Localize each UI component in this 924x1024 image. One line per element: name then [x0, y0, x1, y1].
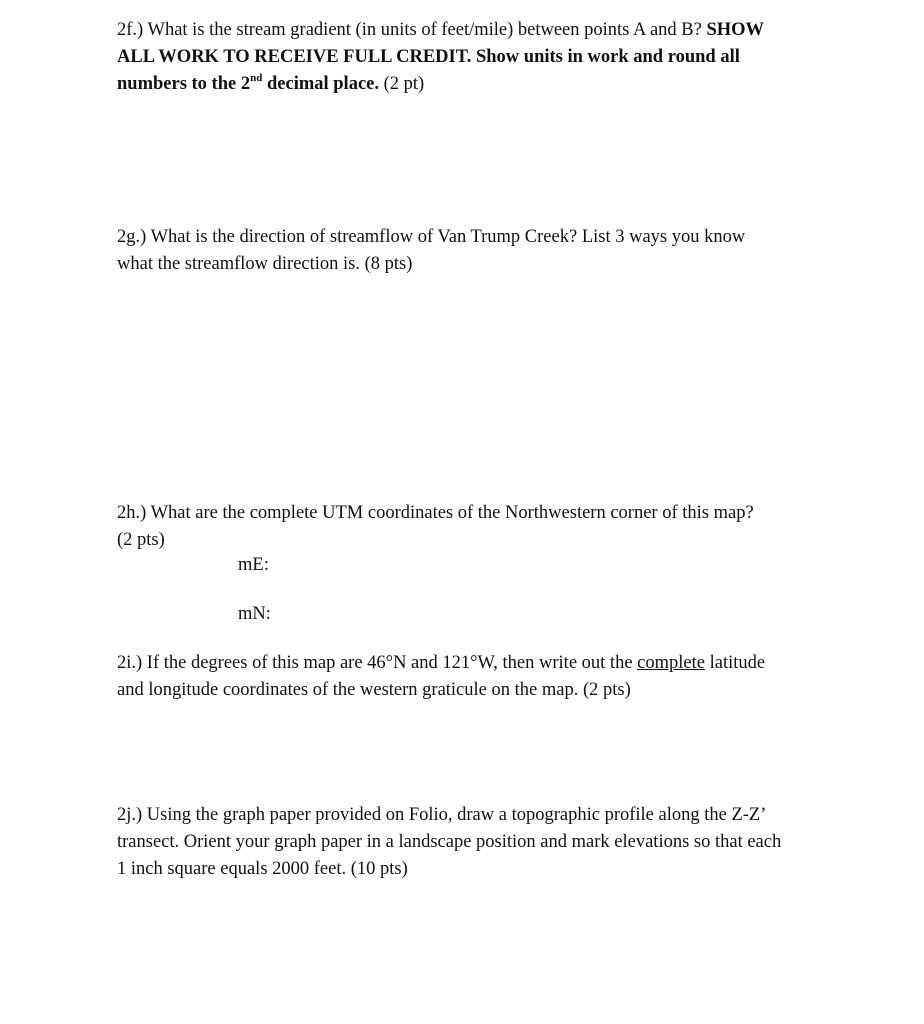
question-2f-line3: numbers to the 2nd decimal place. (2 pt) — [117, 71, 425, 94]
question-2j-line1: 2j.) Using the graph paper provided on Folio, draw a topographic profile along the Z-Z’ — [117, 805, 767, 825]
question-2i-line2: and longitude coordinates of the western graticule on the map. (2 pts) — [117, 680, 631, 700]
question-2i-line1: 2i.) If the degrees of this map are 46°N and 121°W, then write out the complete latitude — [117, 653, 766, 673]
field-label-me: mE: — [238, 555, 269, 575]
question-2g — [117, 224, 857, 278]
question-2f-line1: 2f.) What is the stream gradient (in units of feet/mile) between points A and B? SHOW — [117, 20, 765, 40]
ordinal-superscript: nd — [250, 71, 263, 84]
field-label-mn: mN: — [238, 604, 271, 624]
question-2f-bold-instruction: SHOW — [706, 20, 765, 40]
question-2f-points: (2 pt) — [379, 74, 425, 94]
question-2g-line2: what the streamflow direction is. (8 pts) — [117, 254, 413, 274]
question-2f-line2: ALL WORK TO RECEIVE FULL CREDIT. Show units in work and round all — [117, 47, 740, 67]
question-2h-line1: 2h.) What are the complete UTM coordinates of the Northwestern corner of this map? — [117, 503, 754, 523]
question-2g-line1: 2g.) What is the direction of streamflow of Van Trump Creek? List 3 ways you know — [117, 227, 746, 247]
question-2h-line2: (2 pts) — [117, 530, 165, 550]
question-2j-line3: 1 inch square equals 2000 feet. (10 pts) — [117, 859, 408, 879]
question-2j-line2: transect. Orient your graph paper in a landscape position and mark elevations so that each — [117, 832, 782, 852]
underlined-word-complete: complete — [637, 653, 705, 673]
question-2f — [117, 17, 857, 98]
question-2j — [117, 802, 857, 883]
question-2h — [117, 500, 857, 554]
question-2i — [117, 650, 857, 704]
